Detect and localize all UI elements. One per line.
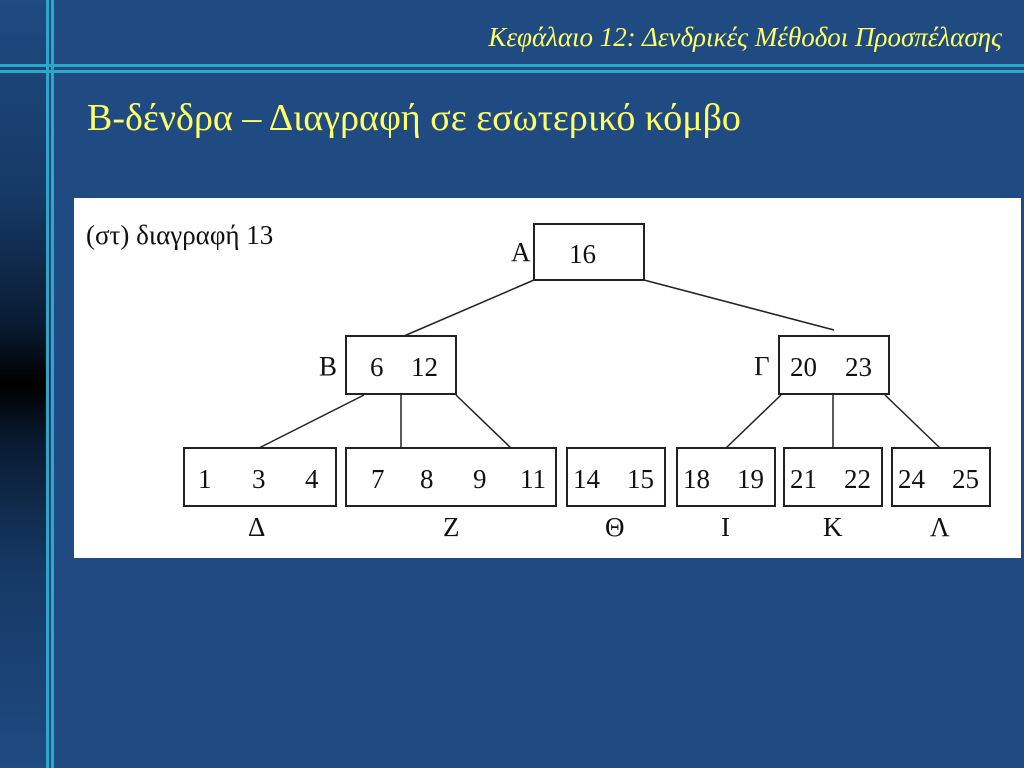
- btree-figure: [74, 198, 1021, 558]
- node-label-d: Δ: [248, 512, 266, 542]
- chapter-title: Κεφάλαιο 12: Δενδρικές Μέθοδοι Προσπέλασης: [488, 22, 1002, 52]
- node-box-b: [346, 336, 456, 394]
- node-key: 1: [198, 464, 212, 494]
- edge-g-i: [726, 395, 781, 448]
- node-key: 3: [252, 464, 266, 494]
- node-label-z: Ζ: [443, 512, 460, 542]
- node-key: 22: [844, 464, 871, 494]
- node-key: 18: [683, 464, 710, 494]
- node-key: 23: [845, 352, 872, 382]
- node-label-g: Γ: [754, 351, 770, 381]
- node-key: 15: [627, 464, 654, 494]
- node-label-i: Ι: [721, 512, 730, 542]
- node-key: 21: [790, 464, 817, 494]
- node-key: 19: [737, 464, 764, 494]
- node-label-k: Κ: [823, 512, 843, 542]
- header-rule: [0, 64, 1024, 67]
- node-label-l: Λ: [930, 512, 950, 542]
- edge-g-l: [885, 395, 940, 448]
- header-rule-lower: [0, 70, 1024, 73]
- node-key: 16: [569, 239, 596, 269]
- node-key: 20: [790, 352, 817, 382]
- node-key: 8: [420, 464, 434, 494]
- figure-caption: (στ) διαγραφή 13: [86, 220, 274, 250]
- left-gradient-bar: [0, 0, 50, 768]
- node-key: 6: [370, 352, 384, 382]
- edge-b-d: [259, 395, 364, 448]
- edge-b-z2: [456, 395, 511, 448]
- node-key: 7: [371, 464, 385, 494]
- node-key: 25: [952, 464, 979, 494]
- btree-diagram: [74, 198, 1021, 558]
- tree-edges: [259, 280, 940, 448]
- edge-a-g: [644, 280, 834, 330]
- node-key: 4: [305, 464, 319, 494]
- node-key: 11: [520, 464, 546, 494]
- node-label-b: Β: [319, 351, 338, 381]
- left-vertical-rule-inner: [51, 0, 54, 768]
- left-vertical-rule: [46, 0, 49, 768]
- edge-a-b: [404, 280, 534, 336]
- node-key: 24: [898, 464, 925, 494]
- node-key: 9: [473, 464, 487, 494]
- node-label-th: Θ: [605, 512, 625, 542]
- node-label-a: Α: [511, 237, 531, 267]
- node-key: 14: [573, 464, 600, 494]
- slide-title: Β-δένδρα – Διαγραφή σε εσωτερικό κόμβο: [87, 97, 741, 139]
- node-key: 12: [411, 352, 438, 382]
